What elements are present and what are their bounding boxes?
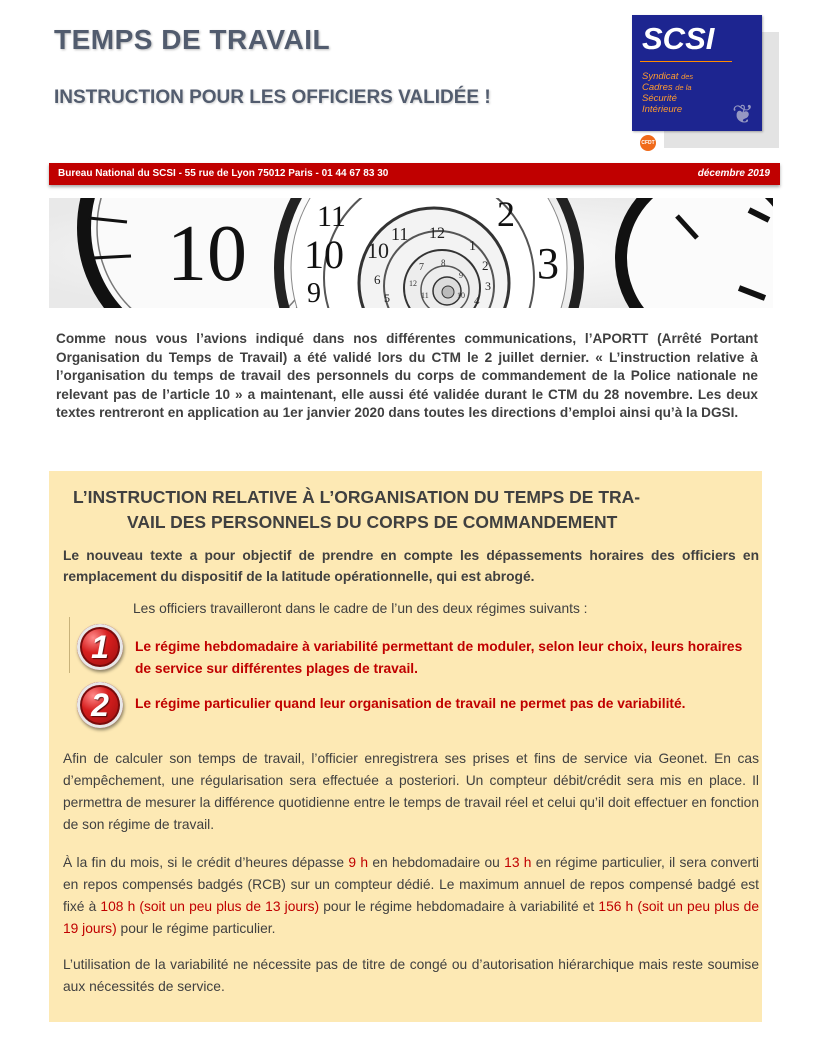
hours-highlight: 156 h (soit un peu plus de 19 jours) xyxy=(63,899,759,936)
clock-numeral: 9 xyxy=(307,278,321,308)
clock-numeral: 3 xyxy=(537,239,559,288)
number-2-icon: 2 xyxy=(77,682,123,728)
logo-word: Cadres xyxy=(642,82,673,93)
box-heading-line2: VAIL DES PERSONNELS DU CORPS DE COMMANDEMENT xyxy=(127,512,618,532)
clock-numeral: 2 xyxy=(497,198,515,234)
logo-word: des xyxy=(681,72,694,81)
logo-words xyxy=(642,71,693,115)
clock-numeral: 10 xyxy=(457,291,465,300)
info-bar xyxy=(49,163,780,185)
rcb-text: pour le régime particulier. xyxy=(116,921,276,936)
clock-numeral: 11 xyxy=(421,291,429,300)
clock-numeral: 1 xyxy=(469,239,476,254)
clock-numeral: 7 xyxy=(419,262,424,273)
clock-numeral: 3 xyxy=(485,279,491,293)
clock-numeral: 9 xyxy=(459,271,463,280)
regime-particulier: Le régime particulier quand leur organisation de travail ne permet pas de variabilité. xyxy=(135,696,686,711)
hours-highlight: 108 h (soit un peu plus de 13 jours) xyxy=(100,899,320,914)
geonet-paragraph: Afin de calculer son temps de travail, l’officier enregistrera ses prises et fins de service via Geonet. En cas d’empêchement, une régularisation sera effectuée a posteriori. Un compteur débit/crédit sera mis en place. Il permettra de mesurer la différence quotidienne entre le temps de travail réel et celui qu’il doit effectuer en fonction de son régime de travail. xyxy=(63,751,759,832)
intro-paragraph: Comme nous vous l’avions indiqué dans nos différentes communications, l’APORTT (Arrêté Portant Organisation du Temps de Travail) a été validé lors du CTM le 2 juillet dernier. « L’instruction relative à l’organisation du temps de travail des personnels du corps de commandement de la Police nationale ne relevant pas de l’article 10 » a maintenant, elle aussi été validée durant le CTM du 28 novembre. Les deux textes rentreront en application au 1er janvier 2020 dans toutes les directions d’emploi ainsi qu’à la DGSI. xyxy=(56,331,758,421)
cfdt-badge: CFDT xyxy=(640,135,656,151)
logo-word: Sécurité xyxy=(642,93,677,104)
page-title: TEMPS DE TRAVAIL xyxy=(54,24,331,55)
logo-acronym: SCSI xyxy=(642,21,715,56)
clock-numeral: 6 xyxy=(374,272,381,287)
rcb-text: en hebdomadaire ou xyxy=(368,855,505,870)
logo-word: Intérieure xyxy=(642,104,683,115)
clock-face-right xyxy=(621,198,773,308)
variabilite-paragraph: L’utilisation de la variabilité ne nécessite pas de titre de congé ou d’autorisation hiérarchique mais reste soumise aux nécessités de service. xyxy=(63,957,759,994)
clock-numeral: 11 xyxy=(317,200,346,233)
logo-divider xyxy=(640,61,732,62)
bureau-address: Bureau National du SCSI - 55 rue de Lyon 75012 Paris - 01 44 67 83 30 xyxy=(58,168,389,179)
clock-spiral-image xyxy=(49,198,773,308)
number-1-icon: 1 xyxy=(77,624,123,670)
clock-numeral: 2 xyxy=(482,258,489,273)
box-lead-paragraph: Le nouveau texte a pour objectif de prendre en compte les dépassements horaires des officiers en remplacement du dispositif de la latitude opérationnelle, qui est abrogé. xyxy=(63,548,759,584)
issue-date: décembre 2019 xyxy=(697,168,770,179)
regimes-intro: Les officiers travailleront dans le cadre de l’un des deux régimes suivants : xyxy=(133,601,588,616)
hours-highlight: 9 h xyxy=(348,855,369,870)
rcb-text: À la fin du mois, si le crédit d’heures dépasse xyxy=(63,855,349,870)
page-subtitle: INSTRUCTION POUR LES OFFICIERS VALIDÉE ! xyxy=(54,87,491,108)
clock-numeral: 5 xyxy=(384,291,390,305)
scsi-logo xyxy=(632,15,762,146)
clock-numeral: 11 xyxy=(391,224,409,244)
clock-numeral: 12 xyxy=(429,225,445,242)
regime-hebdomadaire: Le régime hebdomadaire à variabilité permettant de moduler, selon leur choix, leurs horaires de service sur différentes plages de travail. xyxy=(135,639,743,676)
clock-numeral: 10 xyxy=(367,238,389,263)
clock-numeral: 8 xyxy=(441,258,446,268)
clock-numeral: 10 xyxy=(304,232,344,277)
rcb-text: en régime particulier, il sera converti en repos compensés badgés (RCB) sur un compteur dédié. Le maximum annuel de repos compensé badgé est fixé à xyxy=(63,855,759,914)
laurel-icon: ❦ xyxy=(732,99,754,129)
instruction-box xyxy=(49,471,762,1022)
rcb-text: pour le régime hebdomadaire à variabilité et xyxy=(319,899,599,914)
logo-word: de la xyxy=(675,83,692,92)
clock-spiral-banner xyxy=(49,198,773,308)
regimes-divider xyxy=(69,617,70,673)
hours-highlight: 13 h xyxy=(504,855,532,870)
rcb-paragraph xyxy=(63,852,759,940)
box-heading xyxy=(73,485,763,535)
clock-numeral: 10 xyxy=(167,210,247,298)
box-heading-line1: L’INSTRUCTION RELATIVE À L’ORGANISATION DU TEMPS DE TRA- xyxy=(73,487,641,507)
clock-numeral: 12 xyxy=(409,279,417,288)
clock-numeral: 4 xyxy=(474,295,480,307)
logo-word: Syndicat xyxy=(642,71,679,82)
